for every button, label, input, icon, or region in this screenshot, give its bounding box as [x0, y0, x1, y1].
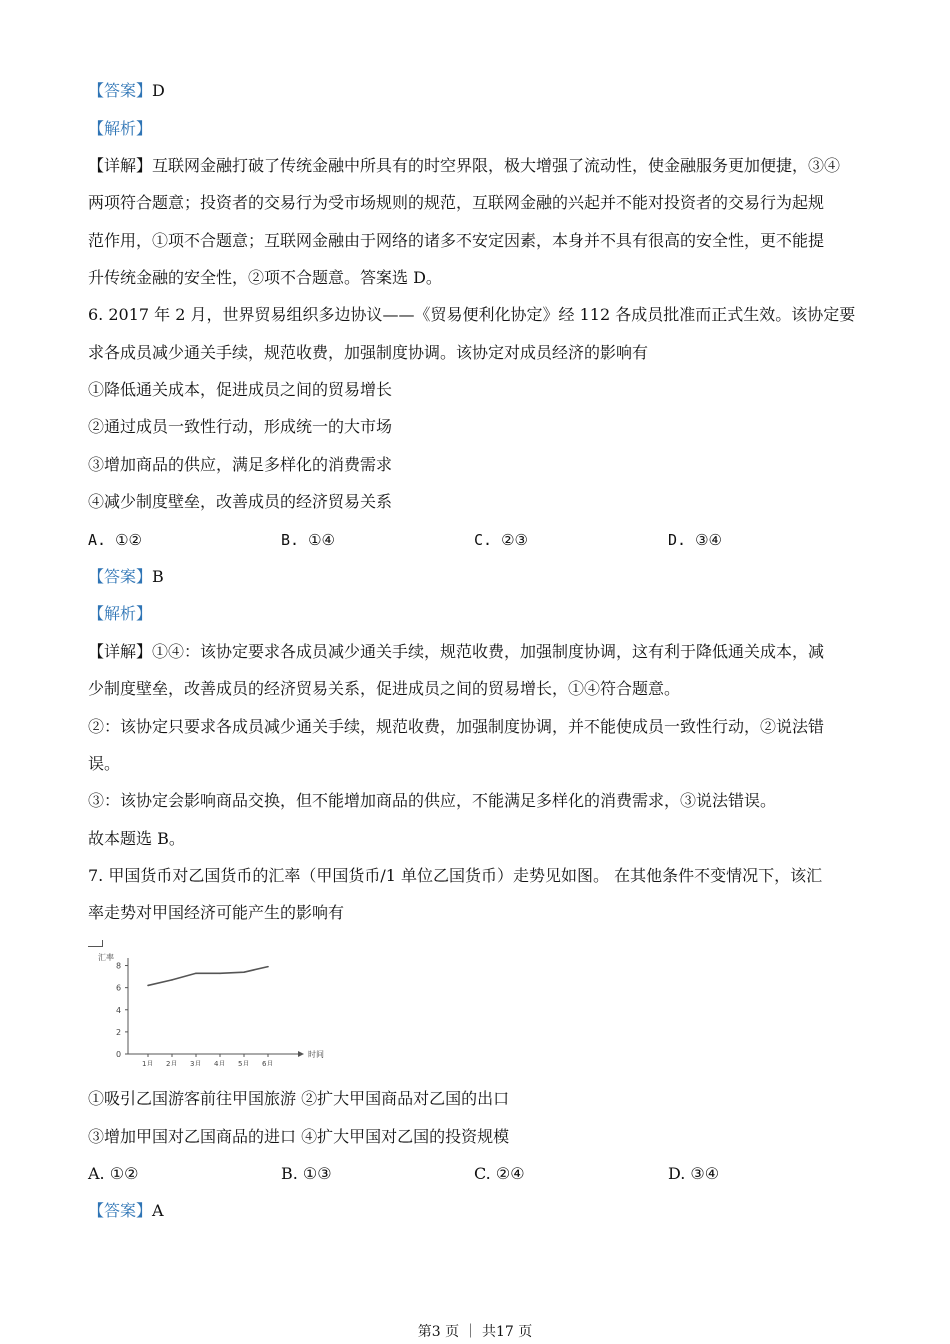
answer-tag: 【答案】 — [88, 567, 153, 586]
y-tick-label: 8 — [116, 961, 122, 971]
answer-tag: 【答案】 — [88, 1201, 153, 1220]
option-b: B. ①③ — [281, 1164, 332, 1183]
y-axis-label: 汇率 — [98, 953, 114, 962]
q6-detail-line: 少制度壁垒，改善成员的经济贸易关系，促进成员之间的贸易增长，①④符合题意。 — [88, 679, 681, 698]
detail-tag: 【详解】 — [88, 642, 153, 661]
page-footer: 第3 页 ｜ 共17 页 — [417, 1324, 533, 1340]
answer-tag: 【答案】 — [88, 81, 153, 100]
q6-item: ①降低通关成本，促进成员之间的贸易增长 — [88, 380, 393, 399]
q7-stem: 率走势对甲国经济可能产生的影响有 — [88, 903, 345, 922]
x-axis-label: 时间 — [308, 1050, 324, 1059]
q6-analysis-heading: 【解析】 — [88, 604, 153, 623]
x-tick-label: 3月 — [190, 1060, 202, 1066]
rate-line — [148, 967, 268, 986]
y-tick-label: 6 — [116, 983, 122, 993]
option-a: A. ①② — [88, 1164, 139, 1183]
data-point — [243, 971, 245, 973]
q6-stem: 6. 2017 年 2 月，世界贸易组织多边协议——《贸易便利化协定》经 112 各成员批准而正式生效。该协定要 — [88, 305, 856, 324]
option-d: D. ③④ — [668, 531, 722, 549]
exchange-rate-chart — [96, 950, 336, 1066]
q7-options — [88, 1163, 868, 1185]
data-point — [171, 979, 173, 981]
x-tick-label: 5月 — [238, 1060, 250, 1066]
q5-answer — [88, 80, 868, 102]
q5-analysis-heading: 【解析】 — [88, 119, 153, 138]
x-tick-label: 4月 — [214, 1060, 226, 1066]
q6-detail-line: ②：该协定只要求各成员减少通关手续，规范收费，加强制度协调，并不能使成员一致性行动，②说法错 — [88, 717, 825, 736]
q7-answer — [88, 1200, 868, 1222]
x-tick-label: 6月 — [262, 1060, 274, 1066]
q6-options — [88, 529, 868, 551]
option-c: C. ②④ — [474, 1164, 525, 1183]
q6-stem: 求各成员减少通关手续，规范收费，加强制度协调。该协定对成员经济的影响有 — [88, 343, 649, 362]
q5-detail-line: 升传统金融的安全性，②项不合题意。答案选 D。 — [88, 268, 442, 287]
data-point — [147, 985, 149, 987]
q6-item: ②通过成员一致性行动，形成统一的大市场 — [88, 417, 393, 436]
option-a: A. ①② — [88, 531, 142, 549]
option-b: B. ①④ — [281, 531, 335, 549]
x-tick-label: 1月 — [142, 1060, 154, 1066]
y-tick-label: 4 — [116, 1005, 122, 1015]
option-d: D. ③④ — [668, 1164, 720, 1183]
y-tick-label: 2 — [116, 1027, 122, 1037]
q6-item: ③增加商品的供应，满足多样化的消费需求 — [88, 455, 393, 474]
answer-value: A — [152, 1201, 164, 1220]
y-tick-label: 0 — [116, 1050, 122, 1059]
data-point — [267, 966, 269, 968]
q6-answer — [88, 566, 868, 588]
q5-detail-line: 范作用，①项不合题意；互联网金融由于网络的诸多不安定因素，本身并不具有很高的安全性，更不能提 — [88, 231, 825, 250]
q7-items: ①吸引乙国游客前往甲国旅游 ②扩大甲国商品对乙国的出口 — [88, 1089, 510, 1108]
q6-detail-line: 【详解】①④：该协定要求各成员减少通关手续，规范收费，加强制度协调，这有利于降低通关成本，减 — [88, 642, 825, 661]
q6-item: ④减少制度壁垒，改善成员的经济贸易关系 — [88, 492, 393, 511]
q5-detail-line: 两项符合题意；投资者的交易行为受市场规则的规范，互联网金融的兴起并不能对投资者的交易行为起规 — [88, 193, 825, 212]
image-corner-mark — [88, 940, 103, 947]
detail-tag: 【详解】 — [88, 156, 153, 175]
x-tick-label: 2月 — [166, 1060, 178, 1066]
x-axis-arrow — [298, 1051, 304, 1057]
q6-detail-line: 故本题选 B。 — [88, 829, 185, 848]
q6-detail-line: 误。 — [88, 754, 121, 773]
data-point — [219, 972, 221, 974]
q7-items: ③增加甲国对乙国商品的进口 ④扩大甲国对乙国的投资规模 — [88, 1127, 510, 1146]
answer-value: B — [152, 567, 164, 586]
option-c: C. ②③ — [474, 531, 528, 549]
q6-detail-line: ③：该协定会影响商品交换，但不能增加商品的供应，不能满足多样化的消费需求，③说法错误。 — [88, 791, 777, 810]
q7-stem: 7. 甲国货币对乙国货币的汇率（甲国货币/1 单位乙国货币）走势见如图。 在其他条件不变情况下，该汇 — [88, 866, 823, 885]
q5-detail-line: 【详解】互联网金融打破了传统金融中所具有的时空界限，极大增强了流动性，使金融服务更加便捷，③④ — [88, 156, 841, 175]
data-point — [195, 972, 197, 974]
answer-value: D — [152, 81, 165, 100]
